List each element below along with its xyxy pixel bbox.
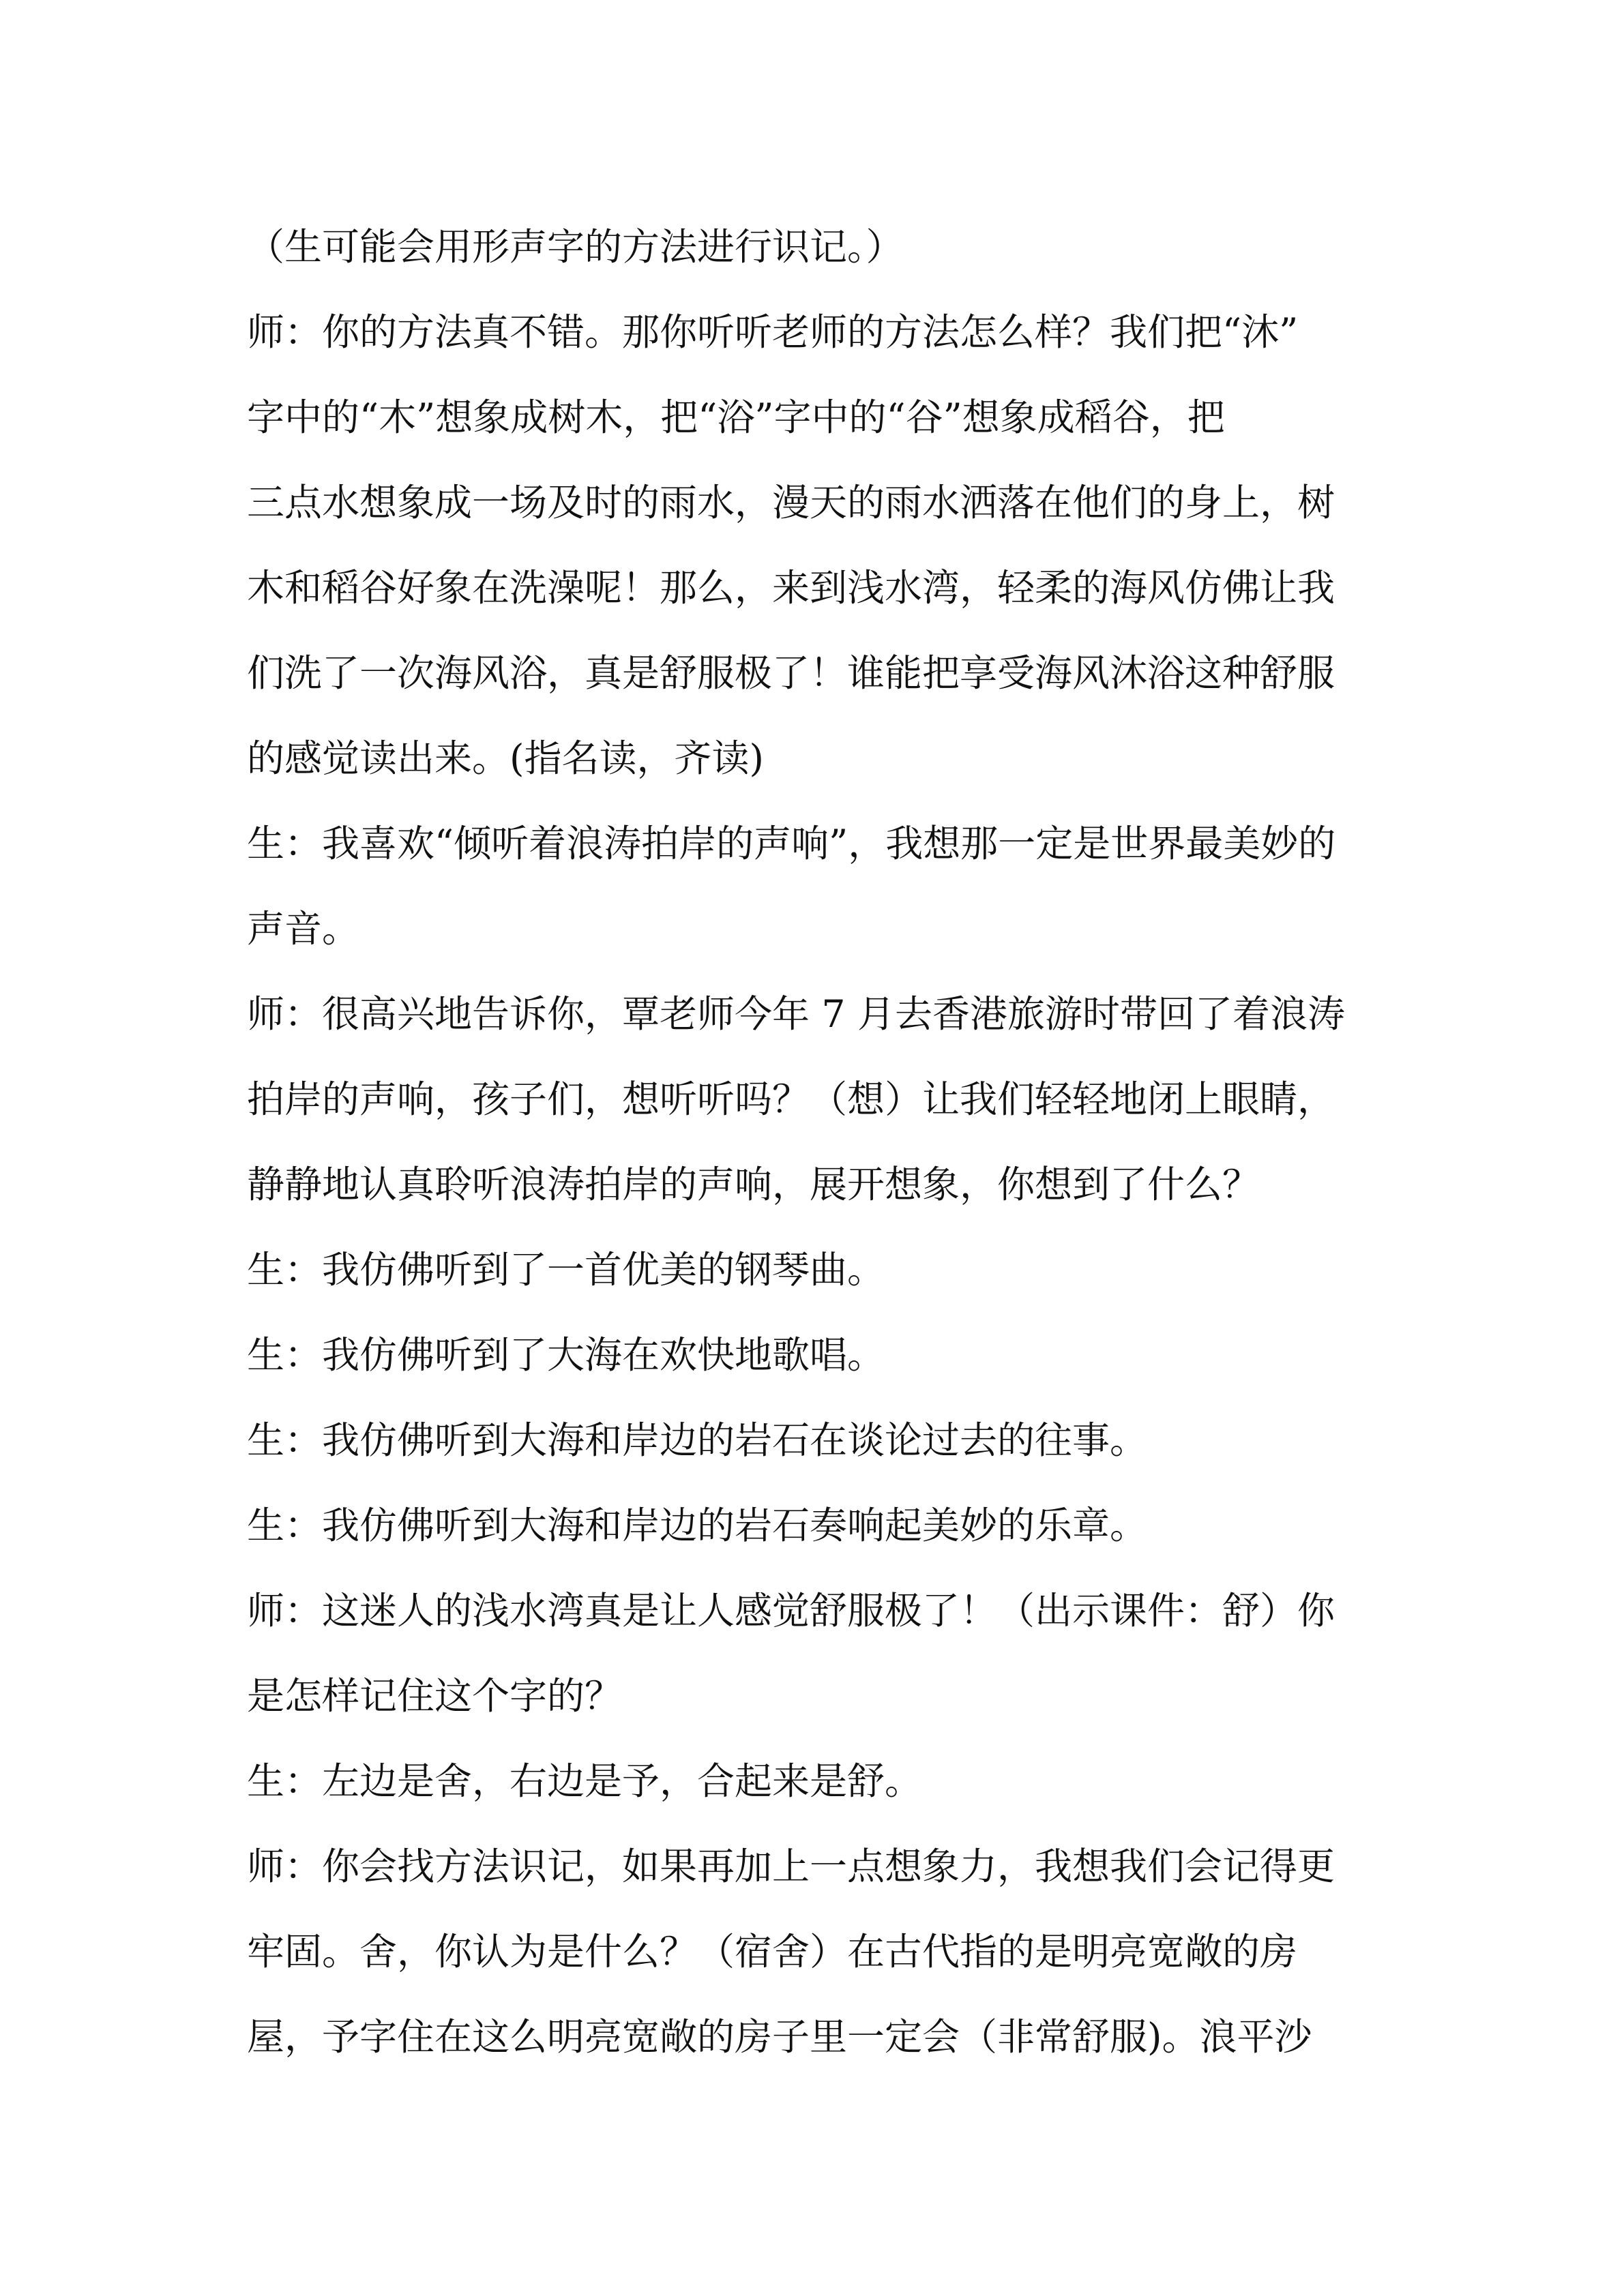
text-line-14: 生：我仿佛听到了大海在欢快地歌唱。 — [247, 1333, 885, 1377]
text-line-15: 生：我仿佛听到大海和岸边的岩石在谈论过去的往事。 — [247, 1418, 1148, 1462]
text-line-6: 们洗了一次海风浴，真是舒服极了！谁能把享受海风沐浴这种舒服 — [247, 651, 1335, 695]
text-line-20: 师：你会找方法识记，如果再加上一点想象力，我想我们会记得更 — [247, 1845, 1335, 1888]
text-line-5: 木和稻谷好象在洗澡呢！那么，来到浅水湾，轻柔的海风仿佛让我 — [247, 566, 1335, 610]
text-line-4: 三点水想象成一场及时的雨水，漫天的雨水洒落在他们的身上，树 — [247, 481, 1335, 524]
text-line-19: 生：左边是舍，右边是予，合起来是舒。 — [247, 1759, 923, 1803]
text-line-7: 的感觉读出来。(指名读，齐读) — [247, 736, 764, 780]
text-line-2: 师：你的方法真不错。那你听听老师的方法怎么样？我们把“沐” — [247, 310, 1299, 354]
text-line-22: 屋，予字住在这么明亮宽敞的房子里一定会（非常舒服)。浪平沙 — [247, 2015, 1312, 2059]
text-line-11: 拍岸的声响，孩子们，想听听吗？（想）让我们轻轻地闭上眼睛， — [247, 1077, 1335, 1121]
document-text-block — [247, 205, 1372, 2080]
text-line-17: 师：这迷人的浅水湾真是让人感觉舒服极了！（出示课件：舒）你 — [247, 1589, 1335, 1632]
text-line-1: （生可能会用形声字的方法进行识记。） — [247, 225, 904, 269]
text-line-13: 生：我仿佛听到了一首优美的钢琴曲。 — [247, 1248, 885, 1292]
text-line-9: 声音。 — [247, 907, 360, 951]
text-line-21: 牢固。舍，你认为是什么？（宿舍）在古代指的是明亮宽敞的房 — [247, 1930, 1298, 1973]
text-line-8: 生：我喜欢“倾听着浪涛拍岸的声响”，我想那一定是世界最美妙的 — [247, 822, 1336, 865]
text-line-3: 字中的“木”想象成树木，把“浴”字中的“谷”想象成稻谷，把 — [247, 396, 1225, 439]
text-line-12: 静静地认真聆听浪涛拍岸的声响，展开想象，你想到了什么？ — [247, 1163, 1260, 1206]
text-line-18: 是怎样记住这个字的？ — [247, 1674, 623, 1718]
text-line-16: 生：我仿佛听到大海和岸边的岩石奏响起美妙的乐章。 — [247, 1504, 1148, 1547]
text-line-10: 师：很高兴地告诉你，覃老师今年 7 月去香港旅游时带回了着浪涛 — [247, 992, 1345, 1036]
